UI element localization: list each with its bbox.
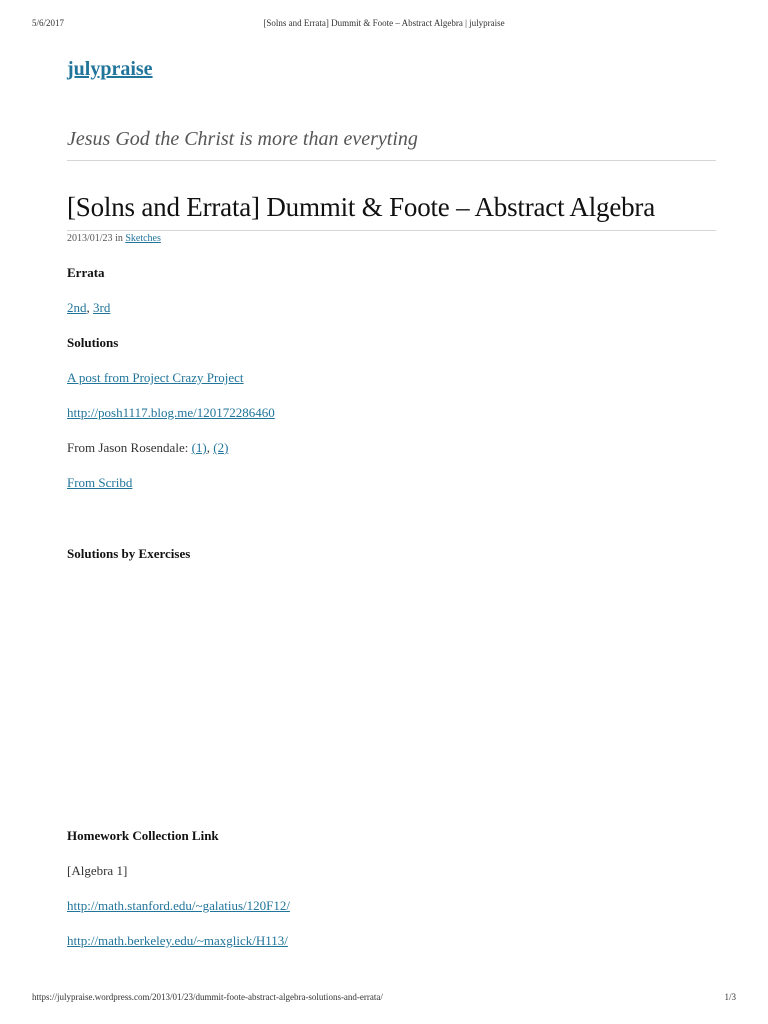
print-header bbox=[0, 18, 768, 32]
jason-prefix: From Jason Rosendale: bbox=[67, 440, 189, 455]
homework-heading: Homework Collection Link bbox=[67, 828, 219, 843]
crazy-project-link[interactable]: A post from Project Crazy Project bbox=[67, 370, 244, 385]
header-divider bbox=[67, 160, 716, 161]
print-page-number: 1/3 bbox=[724, 992, 736, 1002]
print-url: https://julypraise.wordpress.com/2013/01/23/dummit-foote-abstract-algebra-solutions-and-errata/ bbox=[32, 992, 383, 1002]
scribd-link[interactable]: From Scribd bbox=[67, 475, 133, 490]
errata-links bbox=[67, 300, 110, 316]
print-date: 5/6/2017 bbox=[32, 18, 65, 28]
jason-rosendale-line bbox=[67, 440, 228, 456]
post-meta-in: in bbox=[115, 233, 123, 244]
errata-separator: , bbox=[86, 300, 90, 315]
solutions-heading: Solutions bbox=[67, 335, 119, 350]
berkeley-link[interactable]: http://math.berkeley.edu/~maxglick/H113/ bbox=[67, 933, 288, 948]
site-tagline: Jesus God the Christ is more than everyting bbox=[67, 128, 418, 150]
site-title-link[interactable]: julypraise bbox=[67, 58, 153, 80]
algebra1-label: [Algebra 1] bbox=[67, 863, 128, 878]
print-footer bbox=[0, 992, 768, 1006]
post-date: 2013/01/23 bbox=[67, 233, 113, 244]
jason-separator: , bbox=[206, 440, 210, 455]
exercises-heading: Solutions by Exercises bbox=[67, 546, 191, 561]
post-title: [Solns and Errata] Dummit & Foote – Abstract Algebra bbox=[67, 192, 655, 222]
title-divider bbox=[67, 230, 716, 231]
errata-heading: Errata bbox=[67, 265, 105, 280]
errata-2nd-link[interactable]: 2nd bbox=[67, 300, 87, 315]
jason-link-2[interactable]: (2) bbox=[213, 440, 229, 455]
jason-link-1[interactable]: (1) bbox=[191, 440, 207, 455]
post-meta bbox=[67, 233, 161, 244]
stanford-link[interactable]: http://math.stanford.edu/~galatius/120F12/ bbox=[67, 898, 290, 913]
category-link[interactable]: Sketches bbox=[125, 233, 161, 244]
blog-link[interactable]: http://posh1117.blog.me/120172286460 bbox=[67, 405, 275, 420]
print-page-title: [Solns and Errata] Dummit & Foote – Abstract Algebra | julypraise bbox=[263, 18, 505, 28]
errata-3rd-link[interactable]: 3rd bbox=[93, 300, 111, 315]
